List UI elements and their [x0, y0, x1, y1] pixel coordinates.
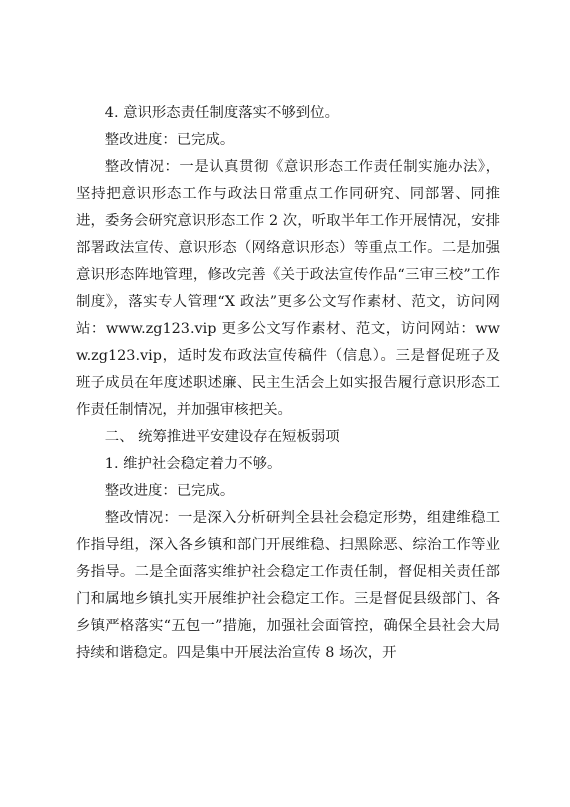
progress-status-2: 整改进度：已完成。 — [104, 483, 235, 499]
rectification-details-1: 整改情况：一是认真贯彻《意识形态工作责任制实施办法》，坚持把意识形态工作与政法日常重点工作同研究、同部署、同推进，委务会研究意识形态工作 2 次，听取半年工作开展情况，安排部署政法宣传、意识形态（网络意识形态）等重点工作。二是加强意识形态阵地管理，修改完善《关于政法宣传作品“三审三校”工作制度》，落实专人管理“X 政法”更多公文写作素材、范文，访问网站：www.zg123.vip 更多公文写作素材、范文，访问网站：www.zg123.vip，适时发布政法宣传稿件（信息）。三是督促班子及班子成员在年度述职述廉、民主生活会上如实报告履行意识形态工作责任制情况，并加强审核把关。 — [76, 159, 500, 418]
rectification-details-2: 整改情况：一是深入分析研判全县社会稳定形势，组建维稳工作指导组，深入各乡镇和部门开展维稳、扫黑除恶、综治工作等业务指导。二是全面落实维护社会稳定工作责任制，督促相关责任部门和属地乡镇扎实开展维护社会稳定工作。三是督促县级部门、各乡镇严格落实“五包一”措施，加强社会面管控，确保全县社会大局持续和谐稳定。四是集中开展法治宣传 8 场次，开 — [76, 510, 500, 661]
section-heading-2: 二、 统筹推进平安建设存在短板弱项 — [104, 429, 340, 445]
progress-status-1: 整改进度：已完成。 — [104, 132, 235, 148]
item-heading-1: 1. 维护社会稳定着力不够。 — [104, 456, 282, 472]
item-heading-4: 4. 意识形态责任制度落实不够到位。 — [104, 105, 339, 121]
document-body — [76, 100, 500, 667]
